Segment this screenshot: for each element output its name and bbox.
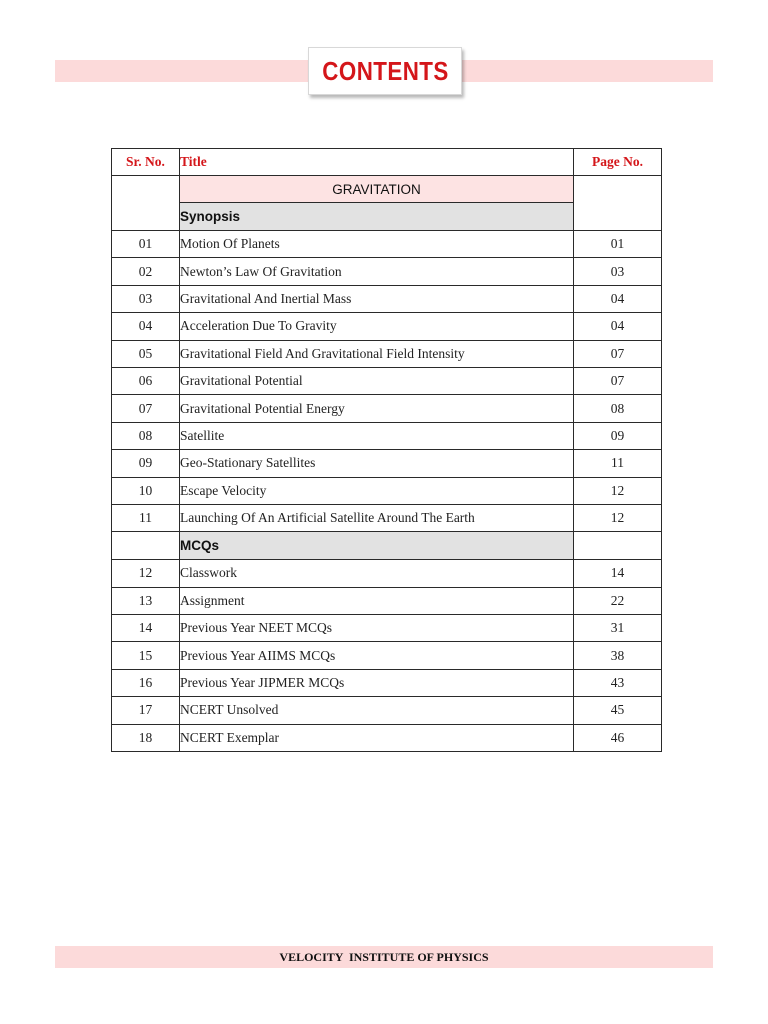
title-cell: Acceleration Due To Gravity <box>180 313 574 340</box>
group-title: MCQs <box>180 532 574 560</box>
page-no-cell: 22 <box>574 587 662 614</box>
table-row <box>112 504 662 531</box>
title-cell: NCERT Unsolved <box>180 697 574 724</box>
title-cell: Gravitational Potential Energy <box>180 395 574 422</box>
table-row <box>112 724 662 751</box>
page-no-cell: 11 <box>574 450 662 477</box>
header-page-no: Page No. <box>574 149 662 176</box>
sr-no-cell: 18 <box>112 724 180 751</box>
sr-no-cell: 07 <box>112 395 180 422</box>
header-title: Title <box>180 149 574 176</box>
table-row <box>112 313 662 340</box>
table-row <box>112 450 662 477</box>
sr-no-cell: 14 <box>112 615 180 642</box>
title-cell: Gravitational Potential <box>180 367 574 394</box>
page-no-cell: 14 <box>574 560 662 587</box>
table-row <box>112 642 662 669</box>
table-row <box>112 587 662 614</box>
table-row <box>112 285 662 312</box>
page-no-cell: 38 <box>574 642 662 669</box>
title-cell: Motion Of Planets <box>180 231 574 258</box>
group-row <box>112 532 662 560</box>
sr-no-cell: 13 <box>112 587 180 614</box>
table-row <box>112 340 662 367</box>
page-no-cell: 04 <box>574 285 662 312</box>
title-cell: Assignment <box>180 587 574 614</box>
page-no-cell: 12 <box>574 477 662 504</box>
blank-cell <box>112 532 180 560</box>
title-cell: Gravitational Field And Gravitational Field Intensity <box>180 340 574 367</box>
title-cell: Previous Year JIPMER MCQs <box>180 669 574 696</box>
sr-no-cell: 06 <box>112 367 180 394</box>
title-cell: NCERT Exemplar <box>180 724 574 751</box>
footer-institute-name: VELOCITY INSTITUTE OF PHYSICS <box>279 949 489 964</box>
table-row <box>112 669 662 696</box>
title-cell: Gravitational And Inertial Mass <box>180 285 574 312</box>
contents-table <box>111 148 662 752</box>
sr-no-cell: 11 <box>112 504 180 531</box>
table-row <box>112 258 662 285</box>
contents-heading-box <box>308 47 462 95</box>
title-cell: Geo-Stationary Satellites <box>180 450 574 477</box>
page-no-cell: 03 <box>574 258 662 285</box>
page-no-cell: 31 <box>574 615 662 642</box>
table-row <box>112 231 662 258</box>
page-no-cell: 07 <box>574 367 662 394</box>
page-no-cell: 01 <box>574 231 662 258</box>
section-row <box>112 176 662 203</box>
table-row <box>112 560 662 587</box>
table-row <box>112 422 662 449</box>
title-cell: Previous Year NEET MCQs <box>180 615 574 642</box>
sr-no-cell: 03 <box>112 285 180 312</box>
sr-no-cell: 04 <box>112 313 180 340</box>
table-row <box>112 395 662 422</box>
page-no-cell: 08 <box>574 395 662 422</box>
table-row <box>112 367 662 394</box>
blank-cell <box>112 176 180 231</box>
title-cell: Satellite <box>180 422 574 449</box>
sr-no-cell: 12 <box>112 560 180 587</box>
page-no-cell: 12 <box>574 504 662 531</box>
contents-heading: CONTENTS <box>321 55 449 86</box>
group-title: Synopsis <box>180 203 574 231</box>
page-no-cell: 07 <box>574 340 662 367</box>
page-no-cell: 09 <box>574 422 662 449</box>
sr-no-cell: 01 <box>112 231 180 258</box>
page-no-cell: 43 <box>574 669 662 696</box>
table-row <box>112 477 662 504</box>
sr-no-cell: 05 <box>112 340 180 367</box>
section-title: GRAVITATION <box>180 176 574 203</box>
sr-no-cell: 10 <box>112 477 180 504</box>
title-cell: Escape Velocity <box>180 477 574 504</box>
sr-no-cell: 02 <box>112 258 180 285</box>
table-row <box>112 697 662 724</box>
sr-no-cell: 17 <box>112 697 180 724</box>
sr-no-cell: 09 <box>112 450 180 477</box>
page-no-cell: 46 <box>574 724 662 751</box>
title-cell: Newton’s Law Of Gravitation <box>180 258 574 285</box>
table-header-row <box>112 149 662 176</box>
page-no-cell: 45 <box>574 697 662 724</box>
title-cell: Previous Year AIIMS MCQs <box>180 642 574 669</box>
sr-no-cell: 08 <box>112 422 180 449</box>
header-sr-no: Sr. No. <box>112 149 180 176</box>
sr-no-cell: 15 <box>112 642 180 669</box>
sr-no-cell: 16 <box>112 669 180 696</box>
blank-cell <box>574 176 662 231</box>
title-cell: Classwork <box>180 560 574 587</box>
page-no-cell: 04 <box>574 313 662 340</box>
title-cell: Launching Of An Artificial Satellite Around The Earth <box>180 504 574 531</box>
table-row <box>112 615 662 642</box>
blank-cell <box>574 532 662 560</box>
